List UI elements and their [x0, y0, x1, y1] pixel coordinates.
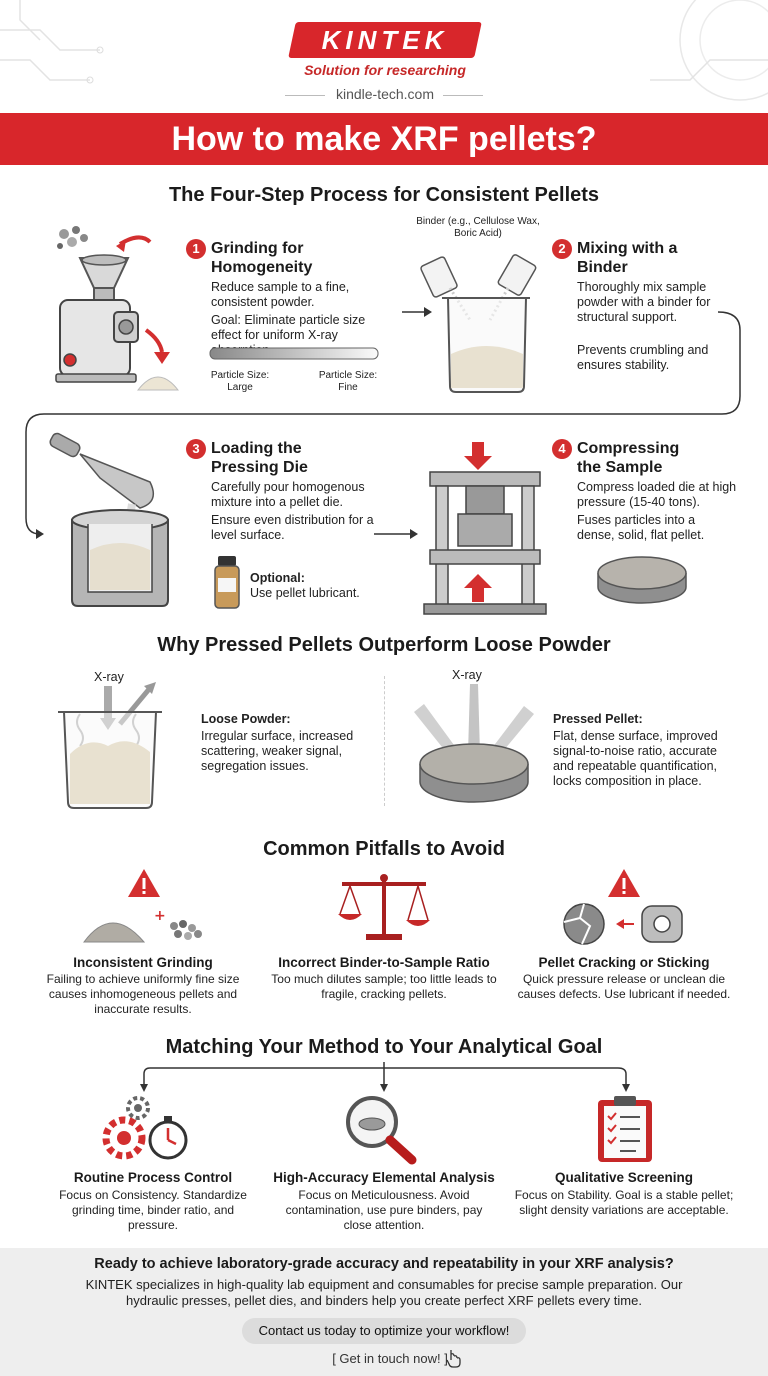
xray-label-loose: X-ray: [94, 670, 124, 684]
footer-text: KINTEK specializes in high-quality lab equipment and consumables for precise sample preparation. Our hydraulic presses, pellet dies, and binders help you create perfect XRF pellets every time.: [85, 1277, 683, 1308]
circuit-decoration-right: [640, 0, 768, 110]
particles-icon: [82, 900, 212, 944]
clipboard-checklist-icon: [596, 1094, 656, 1164]
hand-pointer-icon: [446, 1348, 462, 1368]
binder-label: Binder (e.g., Cellulose Wax, Boric Acid): [416, 216, 540, 239]
pitfall-3-title: Pellet Cracking or Sticking: [538, 955, 710, 970]
step-1-goal: Goal: Eliminate particle size effect for uniform X-ray: [211, 313, 366, 342]
optional-text: Use pellet lubricant.: [250, 586, 360, 600]
pressed-pellet-text: Flat, dense surface, improved signal-to-noise ratio, accurate and repeatable quantification, locks composition in place.: [553, 729, 718, 788]
site-link[interactable]: kindle-tech.com: [335, 86, 435, 102]
goal-3-text: Focus on Stability. Goal is a stable pellet; slight density variations are acceptable.: [514, 1188, 734, 1217]
step-2-note: Prevents crumbling and ensures stability.: [577, 343, 709, 372]
gears-stopwatch-icon: [100, 1094, 196, 1162]
divider-right: [443, 95, 483, 96]
goal-2-text: Focus on Meticulousness. Avoid contamination, use pure binders, pay close attention.: [285, 1188, 483, 1232]
magnifier-icon: [342, 1094, 422, 1164]
loose-powder-illustration: [58, 684, 168, 812]
step-3-number: 3: [186, 439, 206, 459]
particle-size-large-label: Particle Size: Large: [210, 370, 270, 393]
goals-branch-lines: [140, 1062, 630, 1092]
pitfall-1-title: Inconsistent Grinding: [73, 955, 213, 970]
step-2-number: 2: [552, 239, 572, 259]
get-in-touch-button[interactable]: [ Get in touch now! ]: [332, 1351, 448, 1366]
goals-title: Matching Your Method to Your Analytical Goal: [165, 1036, 603, 1058]
loose-powder-text: Irregular surface, increased scattering, weaker signal, segregation issues.: [201, 729, 354, 773]
step-3-note: Ensure even distribution for a level surface.: [211, 513, 374, 542]
step-3-text: Carefully pour homogenous mixture into a pellet die.: [211, 480, 365, 509]
process-title: The Four-Step Process for Consistent Pellets: [168, 184, 600, 206]
goal-1-title: Routine Process Control: [73, 1170, 233, 1185]
pressed-pellet-illustration: [404, 684, 544, 814]
contact-cta[interactable]: Contact us today to optimize your workflow!: [242, 1318, 526, 1344]
pressed-pellet-title: Pressed Pellet:: [553, 712, 643, 726]
pitfalls-title: Common Pitfalls to Avoid: [263, 838, 505, 860]
svg-text:+: +: [154, 908, 166, 924]
step-2-title: Mixing with a Binder: [577, 240, 678, 276]
page-title: How to make XRF pellets?: [171, 120, 597, 158]
pellet-illustration: [596, 555, 688, 607]
hydraulic-press-illustration: [420, 440, 550, 615]
balance-scale-icon: [336, 870, 432, 942]
cracked-pellet-icon: [560, 900, 690, 946]
step-4-note: Fuses particles into a dense, solid, flat pellet.: [577, 513, 705, 542]
circuit-decoration-left: [0, 0, 120, 110]
xray-label-pressed: X-ray: [452, 668, 482, 682]
pressing-die-illustration: [40, 432, 190, 612]
tagline: Solution for researching: [304, 62, 466, 78]
step-4-title: Compressing the Sample: [577, 440, 680, 476]
goal-2-title: High-Accuracy Elemental Analysis: [273, 1170, 495, 1185]
step-3-title: Loading the Pressing Die: [211, 440, 308, 476]
warning-icon: [126, 867, 162, 899]
warning-icon: [606, 867, 642, 899]
step-1-number: 1: [186, 239, 206, 259]
pitfall-2-title: Incorrect Binder-to-Sample Ratio: [278, 955, 490, 970]
arrow-step3-to-step4: [374, 528, 418, 540]
step-1-text: Reduce sample to a fine, consistent powder.: [211, 280, 350, 309]
loose-powder-title: Loose Powder:: [201, 712, 291, 726]
goal-1-text: Focus on Consistency. Standardize grinding time, binder ratio, and pressure.: [59, 1188, 247, 1232]
pitfall-2-text: Too much dilutes sample; too little leads to fragile, cracking pellets.: [271, 972, 497, 1001]
pitfall-3-text: Quick pressure release or unclean die causes defects. Use lubricant if needed.: [517, 972, 731, 1001]
step-4-text: Compress loaded die at high pressure (15-40 tons).: [577, 480, 737, 509]
particle-size-fine-label: Particle Size: Fine: [318, 370, 378, 393]
compare-title: Why Pressed Pellets Outperform Loose Powder: [157, 634, 611, 656]
step-1-title: Grinding for Homogeneity: [211, 240, 313, 276]
logo: KINTEK: [321, 25, 449, 55]
pitfall-1-text: Failing to achieve uniformly fine size causes inhomogeneous pellets and inaccurate results.: [46, 972, 240, 1016]
step-4-number: 4: [552, 439, 572, 459]
goal-3-title: Qualitative Screening: [554, 1170, 694, 1185]
compare-divider: [384, 676, 385, 806]
optional-label: Optional:: [250, 571, 305, 585]
footer-headline: Ready to achieve laboratory-grade accuracy and repeatability in your XRF analysis?: [94, 1256, 674, 1272]
step-2-text: Thoroughly mix sample powder with a binder for structural support.: [577, 280, 711, 324]
lubricant-bottle-icon: [212, 556, 242, 610]
